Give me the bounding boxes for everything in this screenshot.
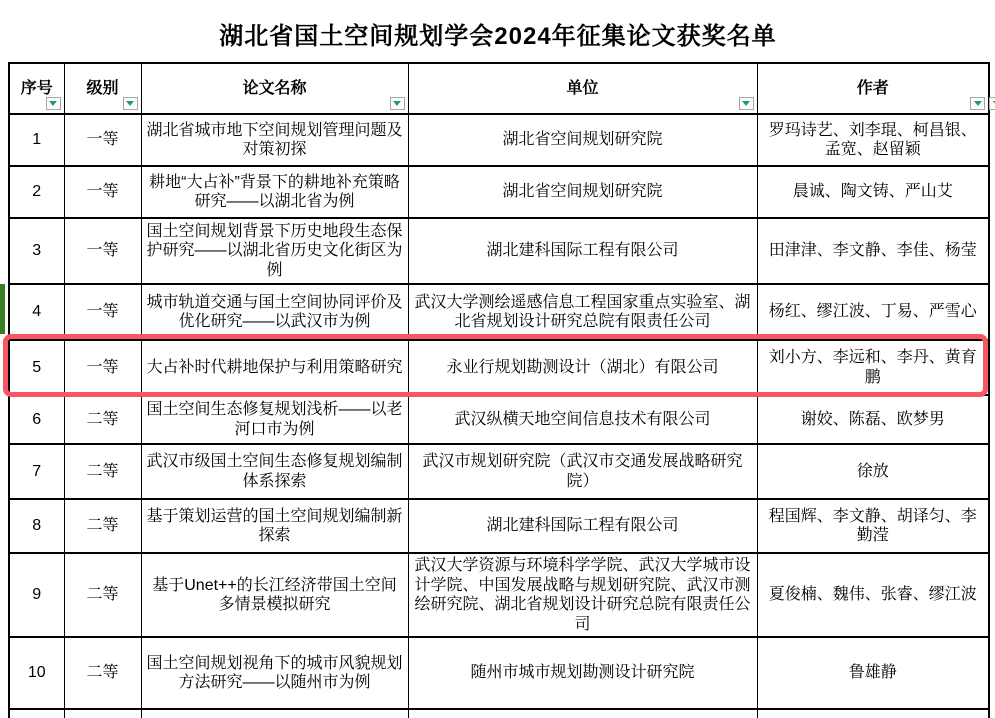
cell-authors: 晨诚、陶文铸、严山艾 [757,166,989,218]
cell-organization: 湖北建科国际工程有限公司 [408,218,757,284]
cell-authors: 谢姣、陈磊、欧梦男 [757,395,989,444]
partial-filter-button[interactable] [989,97,995,110]
cell-index: 5 [9,340,64,395]
cell-authors: 徐放 [757,444,989,499]
awards-table [8,62,990,718]
cell-authors [757,709,989,718]
cell-authors: 田津津、李文静、李佳、杨莹 [757,218,989,284]
cell-paper-title: 基于策划运营的国土空间规划编制新探索 [141,499,408,553]
cell-level [64,709,141,718]
cell-index: 3 [9,218,64,284]
cell-organization: 湖北建科国际工程有限公司 [408,499,757,553]
cell-paper-title: 城市轨道交通与国土空间协同评价及优化研究——以武汉市为例 [141,284,408,340]
cell-level: 一等 [64,284,141,340]
cell-level: 二等 [64,637,141,709]
cell-authors: 鲁雄静 [757,637,989,709]
table-row [9,444,989,499]
table-row [9,114,989,166]
cell-organization: 永业行规划勘测设计（湖北）有限公司 [408,340,757,395]
cell-paper-title: 武汉市级国土空间生态修复规划编制体系探索 [141,444,408,499]
filter-dropdown-icon [974,101,982,106]
table-row [9,218,989,284]
col-header-authors [757,63,989,114]
selection-edge-marker [0,284,5,334]
cell-index: 10 [9,637,64,709]
table-row [9,637,989,709]
cell-index: 1 [9,114,64,166]
cell-index: 4 [9,284,64,340]
cell-authors: 刘小方、李远和、李丹、黄育鹏 [757,340,989,395]
cell-level: 二等 [64,553,141,637]
cell-authors: 罗玛诗艺、刘李琨、柯昌银、孟宽、赵留颖 [757,114,989,166]
col-header-paper [141,63,408,114]
cell-level: 二等 [64,499,141,553]
cell-index: 9 [9,553,64,637]
filter-button-paper[interactable] [390,97,405,110]
cell-paper-title: 国土空间规划背景下历史地段生态保护研究——以湖北省历史文化街区为例 [141,218,408,284]
cell-paper-title: 湖北省城市地下空间规划管理问题及对策初探 [141,114,408,166]
cell-paper-title: 国土空间规划视角下的城市风貌规划方法研究——以随州市为例 [141,637,408,709]
filter-dropdown-icon [49,101,57,106]
table-row-highlighted [9,340,989,395]
filter-dropdown-icon [126,101,134,106]
cell-authors: 程国辉、李文静、胡译匀、李勤滢 [757,499,989,553]
table-row [9,553,989,637]
filter-dropdown-icon [393,101,401,106]
table-row [9,395,989,444]
page-title: 湖北省国土空间规划学会2024年征集论文获奖名单 [219,23,777,50]
cell-organization: 随州市城市规划勘测设计研究院 [408,637,757,709]
filter-button-index[interactable] [46,97,61,110]
filter-button-level[interactable] [123,97,138,110]
col-header-index-label: 序号 [20,79,53,97]
cell-index: 7 [9,444,64,499]
cell-organization: 武汉大学测绘遥感信息工程国家重点实验室、湖北省规划设计研究总院有限责任公司 [408,284,757,340]
cell-index [9,709,64,718]
cell-organization: 武汉市规划研究院（武汉市交通发展战略研究院） [408,444,757,499]
table-row [9,499,989,553]
cell-organization: 武汉纵横天地空间信息技术有限公司 [408,395,757,444]
cell-paper-title: 耕地“大占补”背景下的耕地补充策略研究——以湖北省为例 [141,166,408,218]
cell-organization: 武汉大学资源与环境科学学院、武汉大学城市设计学院、中国发展战略与规划研究院、武汉市测绘研究院、湖北省规划设计研究总院有限责任公司 [408,553,757,637]
cell-level: 二等 [64,444,141,499]
col-header-level [64,63,141,114]
col-header-level-label: 级别 [86,79,119,97]
cell-level: 一等 [64,166,141,218]
table-row [9,284,989,340]
cell-paper-title: 国土空间生态修复规划浅析——以老河口市为例 [141,395,408,444]
col-header-authors-label: 作者 [856,79,889,97]
cell-index: 2 [9,166,64,218]
filter-button-authors[interactable] [970,97,985,110]
cell-authors: 夏俊楠、魏伟、张睿、缪江波 [757,553,989,637]
cell-authors: 杨红、缪江波、丁易、严雪心 [757,284,989,340]
header-row [9,63,989,114]
cell-level: 二等 [64,395,141,444]
filter-button-org[interactable] [739,97,754,110]
cell-paper-title: 大占补时代耕地保护与利用策略研究 [141,340,408,395]
table-row [9,166,989,218]
cell-organization: 湖北省空间规划研究院 [408,114,757,166]
col-header-paper-label: 论文名称 [242,79,307,97]
cell-level: 一等 [64,340,141,395]
cell-level: 一等 [64,114,141,166]
cell-organization [408,709,757,718]
cell-index: 8 [9,499,64,553]
filter-dropdown-icon [742,101,750,106]
col-header-org-label: 单位 [566,79,599,97]
col-header-org [408,63,757,114]
cell-paper-title [141,709,408,718]
col-header-index [9,63,64,114]
cell-paper-title: 基于Unet++的长江经济带国土空间多情景模拟研究 [141,553,408,637]
cell-index: 6 [9,395,64,444]
cell-organization: 湖北省空间规划研究院 [408,166,757,218]
cell-level: 一等 [64,218,141,284]
table-row-partial [9,709,989,718]
